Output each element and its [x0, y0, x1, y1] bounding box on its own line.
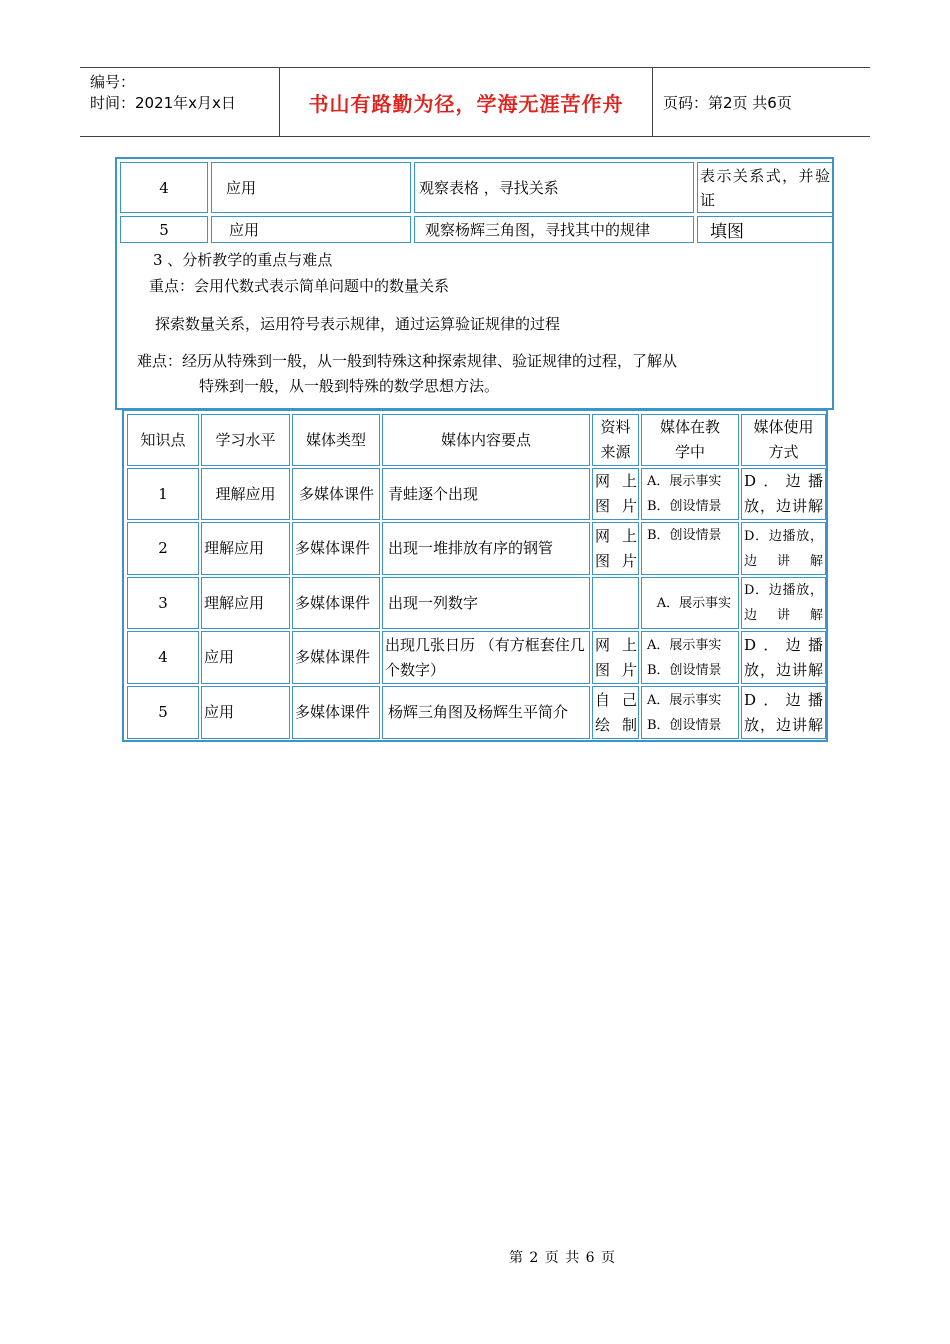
row-content: 出现几张日历 （有方框套住几个数字）	[382, 631, 590, 684]
row-usage: D．边播放，边讲解	[744, 583, 823, 623]
date-label: 时间：2021年x月x日	[90, 94, 236, 112]
row-activity: 观察表格 ，寻找关系	[414, 162, 694, 213]
page-footer	[0, 1247, 950, 1267]
difficulty: 难点：经历从特殊到一般，从一般到特殊这种探索规律、验证规律的过程，了解从	[137, 352, 678, 370]
key-point-detail: 探索数量关系，运用符号表示规律，通过运算验证规律的过程	[155, 315, 561, 333]
row-media-type: 多媒体课件	[292, 522, 380, 575]
row-content: 出现一列数字	[382, 577, 590, 629]
header-media-content: 媒体内容要点	[382, 414, 590, 466]
row-media-role: A．展示事实	[641, 577, 739, 629]
header-page-number: 页码：第2页 共6页	[663, 93, 792, 112]
row-activity: 观察杨辉三角图，寻找其中的规律	[414, 216, 694, 243]
row-level: 应用	[201, 686, 290, 739]
header-meta	[80, 68, 280, 136]
row-source: 网 上图片	[595, 472, 637, 515]
table-row	[120, 216, 833, 243]
row-media-type: 多媒体课件	[292, 631, 380, 684]
row-media-role: A．展示事实 B．创设情景	[641, 468, 739, 520]
row-number: 3	[127, 577, 199, 629]
header-source: 资料来源	[592, 414, 639, 466]
row-number: 4	[127, 631, 199, 684]
row-source: 网 上图片	[595, 635, 637, 679]
header-usage: 媒体使用方式	[741, 414, 826, 466]
row-number: 5	[127, 686, 199, 739]
row-content: 杨辉三角图及杨辉生平简介	[382, 686, 590, 739]
row-level: 理解应用	[201, 522, 290, 575]
row-level: 理解应用	[201, 577, 290, 629]
row-number: 2	[127, 522, 199, 575]
table-row	[120, 162, 833, 213]
row-task: 填图	[697, 216, 833, 243]
row-usage: D．边播放，边讲解	[744, 690, 823, 734]
difficulty-detail: 特殊到一般，从一般到特殊的数学思想方法。	[199, 377, 500, 395]
header-knowledge-point: 知识点	[127, 414, 199, 466]
row-level: 应用	[211, 162, 411, 213]
row-media-type: 多媒体课件	[292, 686, 380, 739]
row-content: 出现一堆排放有序的钢管	[382, 522, 590, 575]
row-number: 4	[120, 162, 208, 213]
media-table	[122, 409, 828, 742]
row-number: 1	[127, 468, 199, 520]
row-level: 应用	[201, 631, 290, 684]
notes-heading: 3 、分析教学的重点与难点	[153, 251, 333, 269]
row-usage: D．边播放，边讲解	[744, 472, 823, 515]
row-usage: D．边播放，边讲解	[744, 528, 823, 569]
header-slogan: 书山有路勤为径，学海无涯苦作舟	[280, 68, 653, 136]
row-content: 青蛙逐个出现	[382, 468, 590, 520]
row-level: 应用	[211, 216, 411, 243]
footer-page-number: 第 2 页 共 6 页	[508, 1250, 617, 1266]
row-media-role: A．展示事实 B．创设情景	[641, 631, 739, 684]
header-media-role: 媒体在教学中	[641, 414, 739, 466]
row-source: 自 己绘制	[595, 690, 637, 734]
row-usage: D．边播放，边讲解	[744, 635, 823, 679]
row-media-role: B．创设情景	[641, 522, 739, 575]
row-media-type: 多媒体课件	[292, 577, 380, 629]
objectives-table	[115, 157, 834, 410]
row-source: 网 上图片	[595, 526, 637, 570]
page-header	[80, 67, 870, 137]
row-level: 理解应用	[201, 468, 290, 520]
row-media-type: 多媒体课件	[292, 468, 380, 520]
row-source	[592, 577, 639, 629]
header-learning-level: 学习水平	[201, 414, 290, 466]
row-media-role: A．展示事实 B．创设情景	[641, 686, 739, 739]
row-task: 表示关系式，并验证	[700, 166, 830, 209]
key-point: 重点：会用代数式表示简单问题中的数量关系	[149, 277, 450, 295]
serial-label: 编号：	[90, 73, 136, 91]
header-media-type: 媒体类型	[292, 414, 380, 466]
row-number: 5	[120, 216, 208, 243]
